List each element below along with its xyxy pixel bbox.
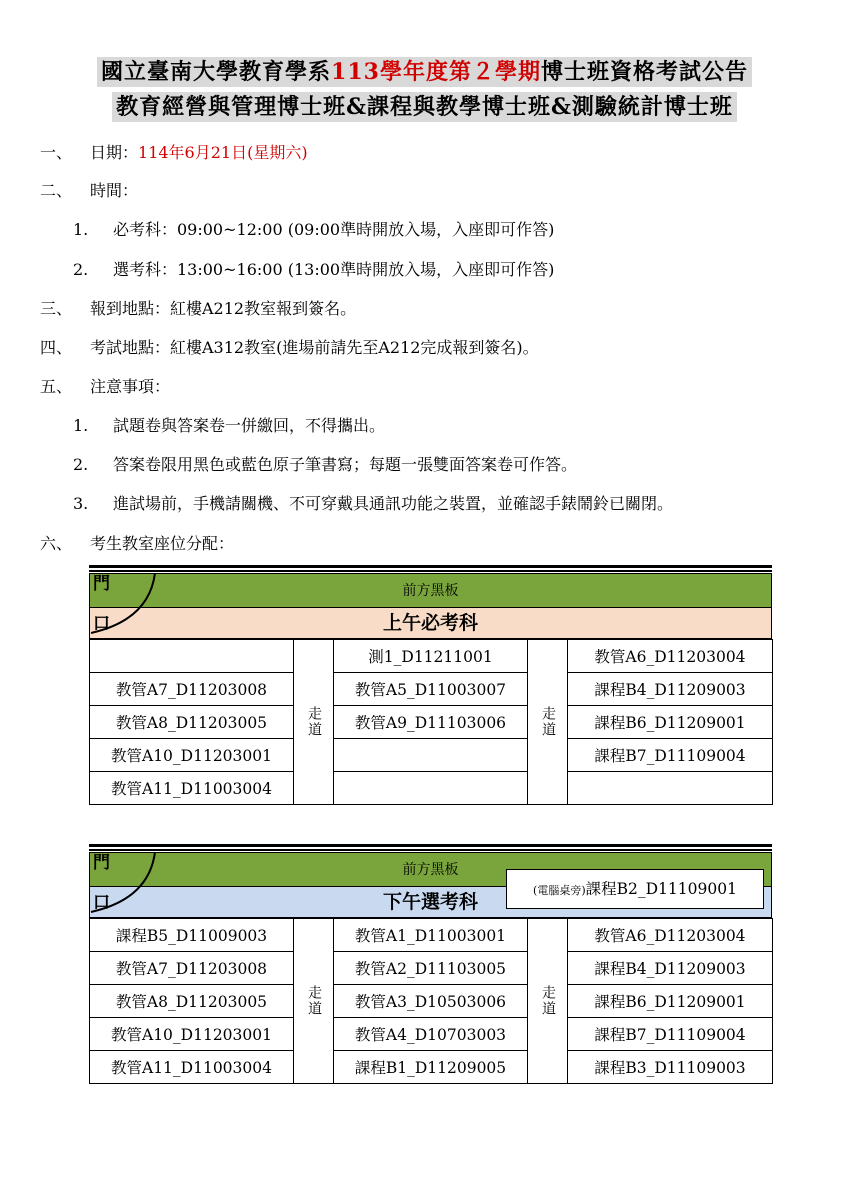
table-row (90, 952, 773, 985)
note-value: 課程B2_D11109001 (585, 880, 737, 898)
date-value: 114年6月21日(星期六) (138, 143, 308, 162)
table-row (90, 640, 773, 673)
page-subtitle (0, 90, 849, 121)
sub-text: 試題卷與答案卷一併繳回，不得攜出。 (113, 416, 386, 435)
seat-cell (334, 772, 528, 805)
item-seating (40, 531, 234, 554)
item-number: 四、 (40, 338, 73, 357)
note-1 (73, 413, 385, 436)
door-arc-icon (89, 844, 169, 914)
board-label: 前方黑板 (402, 583, 459, 599)
top-rule (89, 844, 772, 849)
item-time (40, 178, 138, 201)
sub-number: 1. (73, 220, 89, 239)
seat-cell: 課程B4_D11209003 (568, 673, 773, 706)
time-elective (73, 257, 554, 280)
title-term: 113學年度第２學期 (331, 59, 541, 85)
seat-cell: 課程B4_D11209003 (568, 952, 773, 985)
item-label: 日期： (90, 143, 139, 162)
table-row (90, 985, 773, 1018)
seat-table-pm (89, 918, 773, 1084)
seat-cell: 測1_D11211001 (334, 640, 528, 673)
seat-cell (568, 772, 773, 805)
item-number: 六、 (40, 534, 73, 553)
title-school: 國立臺南大學教育學系 (101, 59, 332, 85)
item-notes (40, 374, 170, 397)
note-prefix: (電腦桌旁) (533, 884, 586, 897)
seat-cell: 教管A6_D11203004 (568, 919, 773, 952)
sub-text: 進試場前，手機請關機、不可穿戴具通訊功能之裝置，並確認手錶鬧鈴已關閉。 (113, 494, 674, 513)
item-label: 時間： (90, 181, 139, 200)
table-row (90, 772, 773, 805)
seat-cell: 課程B7_D11109004 (568, 1018, 773, 1051)
seating-chart-am (89, 565, 772, 805)
seat-cell: 課程B6_D11209001 (568, 706, 773, 739)
item-date (40, 140, 308, 163)
seat-cell: 教管A10_D11203001 (90, 1018, 294, 1051)
item-text: 考試地點：紅樓A312教室(進場前請先至A212完成報到簽名)。 (90, 338, 539, 357)
seat-cell: 教管A2_D11103005 (334, 952, 528, 985)
computer-desk-seat (506, 869, 764, 909)
seat-cell: 教管A8_D11203005 (90, 985, 294, 1018)
front-board (89, 573, 772, 607)
item-number: 一、 (40, 143, 73, 162)
subtitle-text: 教育經營與管理博士班&課程與教學博士班&測驗統計博士班 (112, 92, 737, 122)
sub-text: 必考科：09:00~12:00 (09:00準時開放入場，入座即可作答) (113, 220, 555, 239)
seat-table-am (89, 639, 773, 805)
seat-cell (90, 640, 294, 673)
session-title: 下午選考科 (382, 891, 478, 913)
aisle-left: 走道 (294, 919, 334, 1084)
seat-cell (334, 739, 528, 772)
sub-number: 1. (73, 416, 89, 435)
seating-chart-pm (89, 844, 772, 1084)
seat-cell: 教管A10_D11203001 (90, 739, 294, 772)
door-label-bottom: 口 (93, 893, 110, 913)
sub-text: 答案卷限用黑色或藍色原子筆書寫；每題一張雙面答案卷可作答。 (113, 455, 578, 474)
seat-cell: 教管A5_D11003007 (334, 673, 528, 706)
door-label-bottom: 口 (93, 614, 110, 634)
seat-cell: 課程B6_D11209001 (568, 985, 773, 1018)
item-location (40, 335, 539, 358)
sub-number: 2. (73, 260, 89, 279)
item-label: 考生教室座位分配： (90, 534, 235, 553)
page-title (0, 55, 849, 86)
seat-cell: 教管A1_D11003001 (334, 919, 528, 952)
seat-cell: 教管A7_D11203008 (90, 952, 294, 985)
door-label-top: 門 (93, 853, 110, 873)
sub-number: 2. (73, 455, 89, 474)
seat-cell: 課程B1_D11209005 (334, 1051, 528, 1084)
seat-cell: 教管A11_D11003004 (90, 1051, 294, 1084)
seat-cell: 教管A6_D11203004 (568, 640, 773, 673)
table-row (90, 673, 773, 706)
session-band-am (89, 607, 772, 639)
time-required (73, 217, 554, 240)
table-row (90, 1018, 773, 1051)
door-arc-icon (89, 565, 169, 635)
seat-cell: 教管A9_D11103006 (334, 706, 528, 739)
sub-text: 選考科：13:00~16:00 (13:00準時開放入場，入座即可作答) (113, 260, 555, 279)
seat-cell: 教管A7_D11203008 (90, 673, 294, 706)
item-label: 注意事項： (90, 377, 171, 396)
board-label: 前方黑板 (402, 862, 459, 878)
seat-cell: 教管A4_D10703003 (334, 1018, 528, 1051)
table-row (90, 739, 773, 772)
table-row (90, 919, 773, 952)
seat-cell: 教管A11_D11003004 (90, 772, 294, 805)
seat-cell: 課程B3_D11109003 (568, 1051, 773, 1084)
table-row (90, 706, 773, 739)
item-number: 二、 (40, 181, 73, 200)
top-rule (89, 565, 772, 570)
session-title: 上午必考科 (382, 612, 478, 634)
seat-cell: 教管A3_D10503006 (334, 985, 528, 1018)
seat-cell: 課程B5_D11009003 (90, 919, 294, 952)
note-2 (73, 452, 577, 475)
aisle-right: 走道 (528, 640, 568, 805)
item-number: 五、 (40, 377, 73, 396)
seat-cell: 教管A8_D11203005 (90, 706, 294, 739)
title-exam: 博士班資格考試公告 (540, 59, 748, 85)
door-label-top: 門 (93, 574, 110, 594)
seat-cell: 課程B7_D11109004 (568, 739, 773, 772)
aisle-left: 走道 (294, 640, 334, 805)
aisle-right: 走道 (528, 919, 568, 1084)
item-checkin (40, 296, 356, 319)
item-number: 三、 (40, 299, 73, 318)
sub-number: 3. (73, 494, 89, 513)
note-3 (73, 491, 673, 514)
table-row (90, 1051, 773, 1084)
item-text: 報到地點：紅樓A212教室報到簽名。 (90, 299, 357, 318)
